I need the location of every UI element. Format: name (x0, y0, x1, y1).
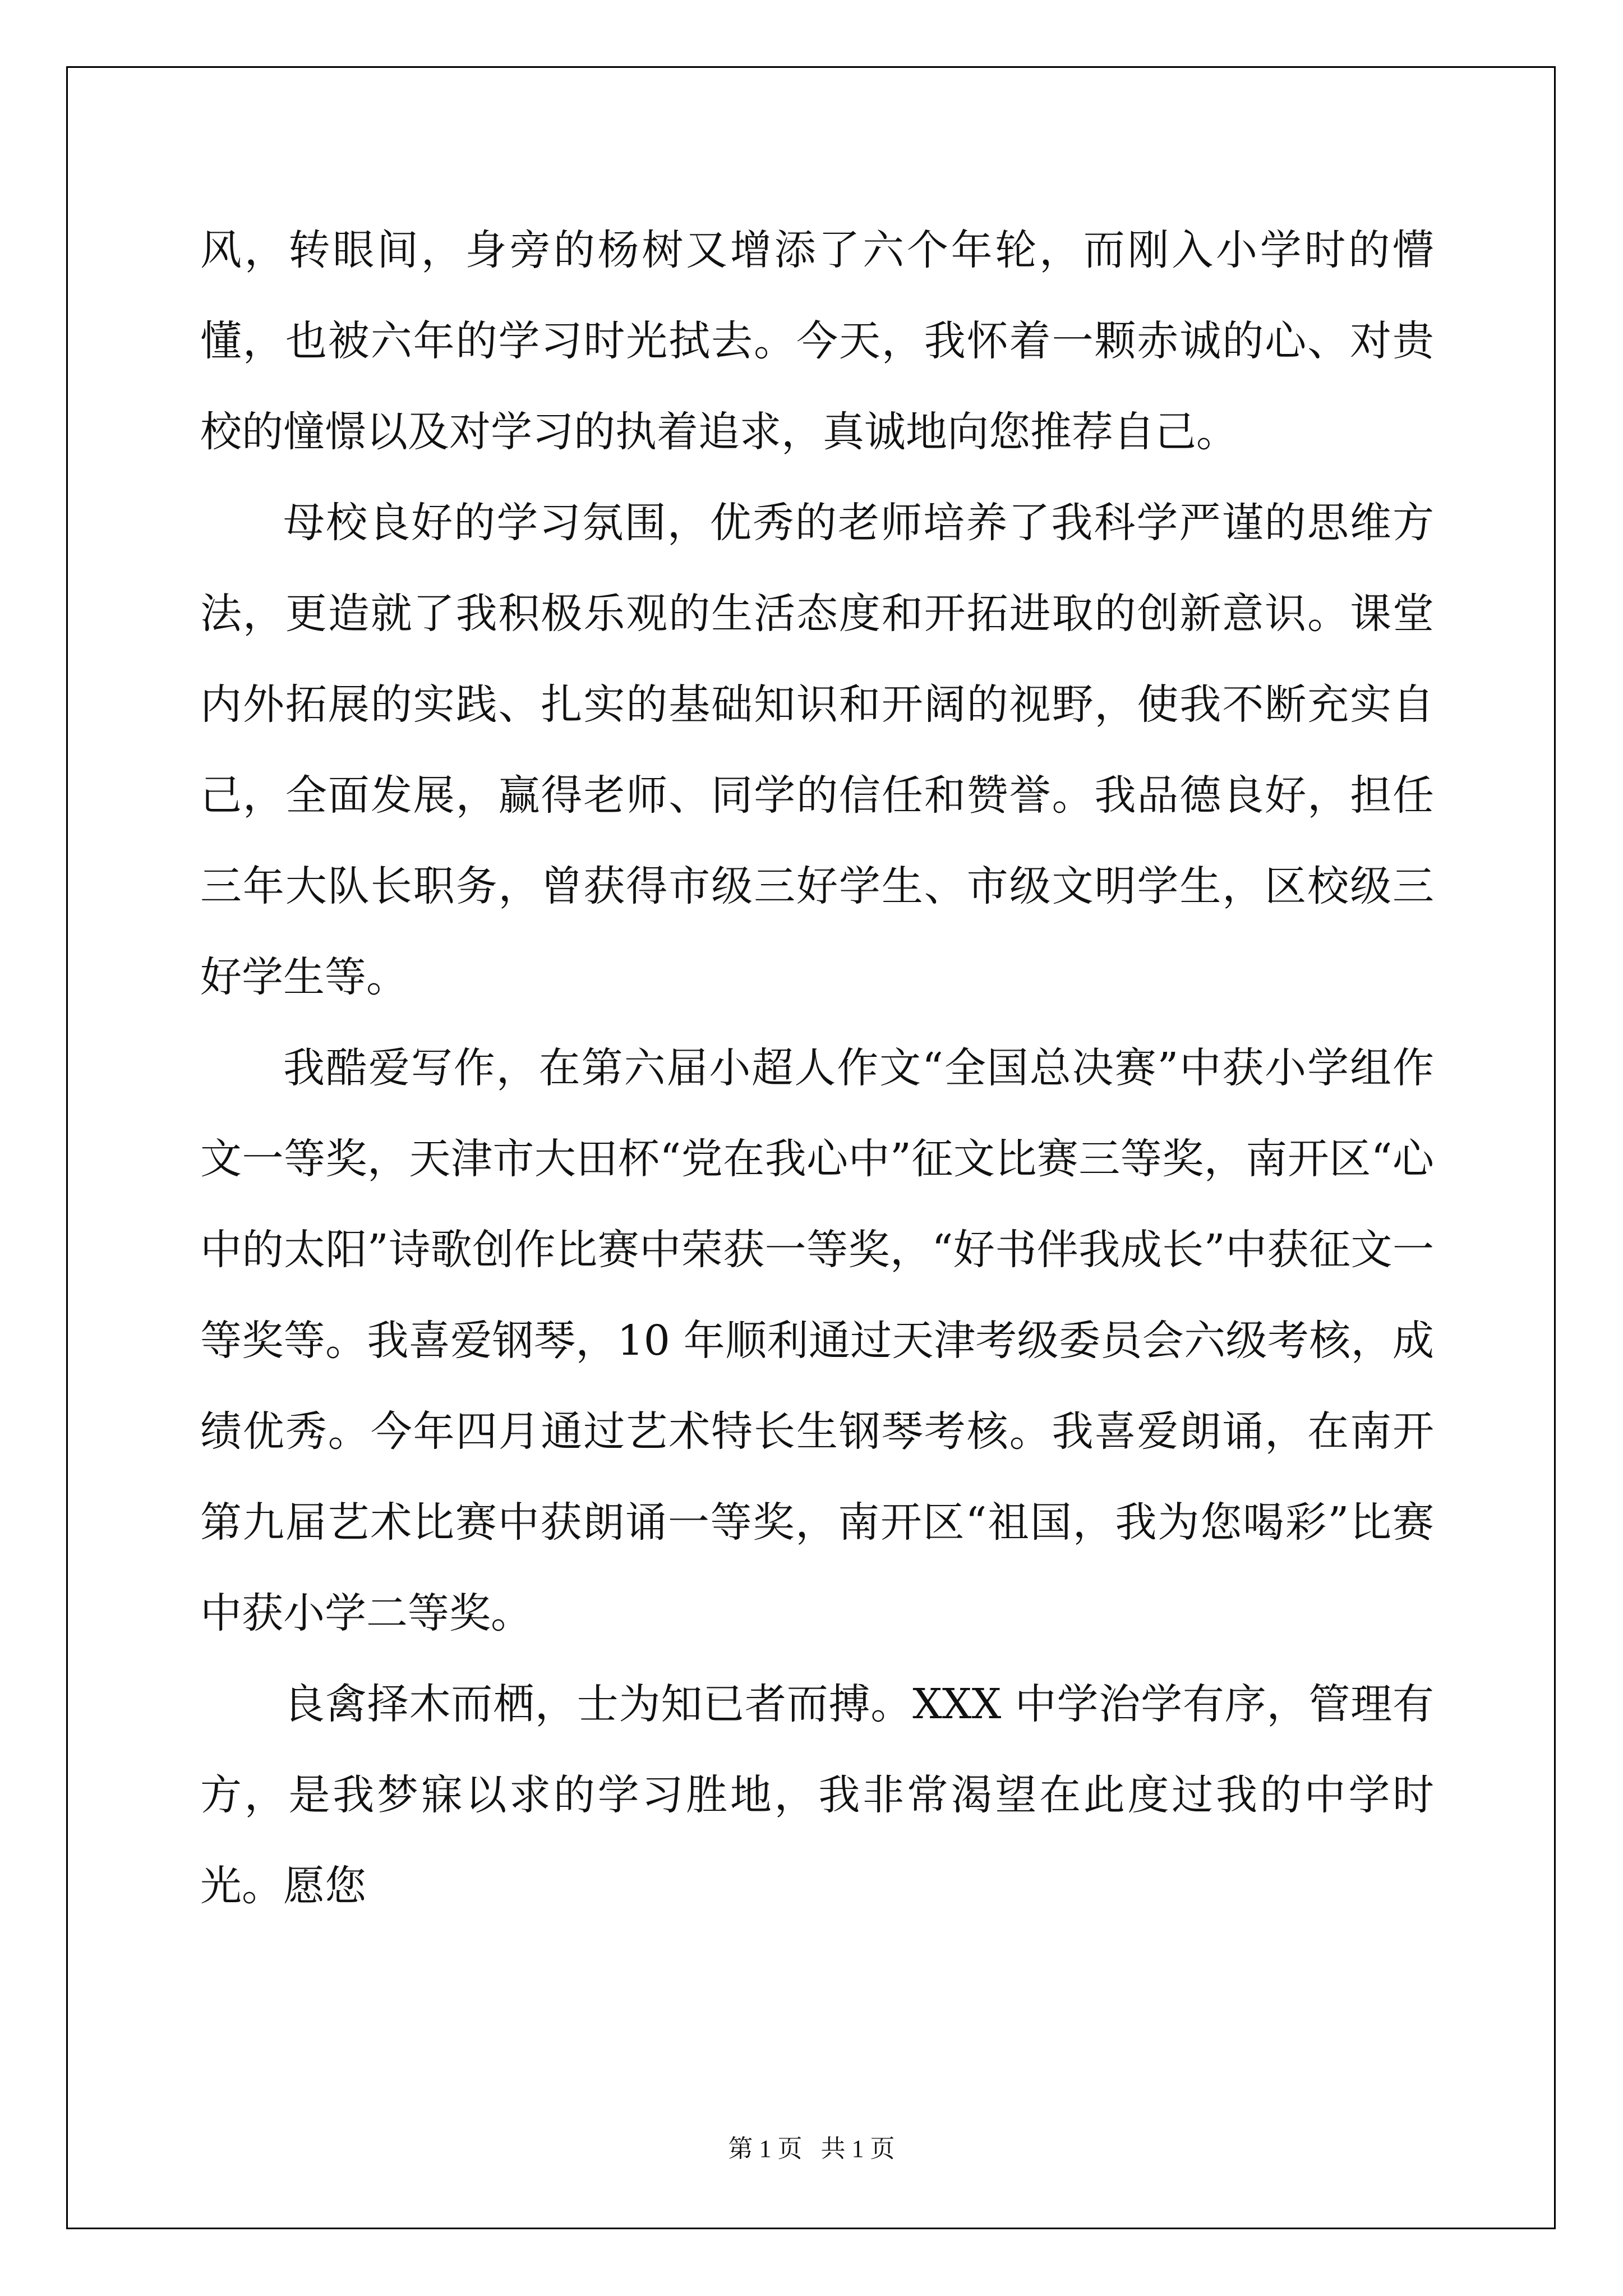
page-footer: 第 1 页 共 1 页 (728, 2135, 895, 2162)
paragraph-2: 母校良好的学习氛围，优秀的老师培养了我科学严谨的思维方法，更造就了我积极乐观的生活态度和开拓进取的创新意识。课堂内外拓展的实践、扎实的基础知识和开阔的视野，使我不断充实自己，全面发展，赢得老师、同学的信任和赞誉。我品德良好，担任三年大队长职务，曾获得市级三好学生、市级文明学生，区校级三好学生等。 (200, 499, 1434, 1001)
paragraph-3: 我酷爱写作，在第六届小超人作文“全国总决赛”中获小学组作文一等奖，天津市大田杯“党在我心中”征文比赛三等奖，南开区“心中的太阳”诗歌创作比赛中荣获一等奖，“好书伴我成长”中获征文一等奖等。我喜爱钢琴，10 年顺利通过天津考级委员会六级考核，成绩优秀。今年四月通过艺术特长生钢琴考核。我喜爱朗诵，在南开第九届艺术比赛中获朗诵一等奖，南开区“祖国，我为您喝彩”比赛中获小学二等奖。 (200, 1044, 1434, 1637)
document-body (200, 205, 1434, 1931)
paragraph-1: 风，转眼间，身旁的杨树又增添了六个年轮，而刚入小学时的懵懂，也被六年的学习时光拭去。今天，我怀着一颗赤诚的心、对贵校的憧憬以及对学习的执着追求，真诚地向您推荐自己。 (200, 226, 1434, 456)
paragraph-4: 良禽择木而栖，士为知已者而搏。XXX 中学治学有序，管理有方，是我梦寐以求的学习胜地，我非常渴望在此度过我的中学时光。愿您 (200, 1680, 1434, 1910)
